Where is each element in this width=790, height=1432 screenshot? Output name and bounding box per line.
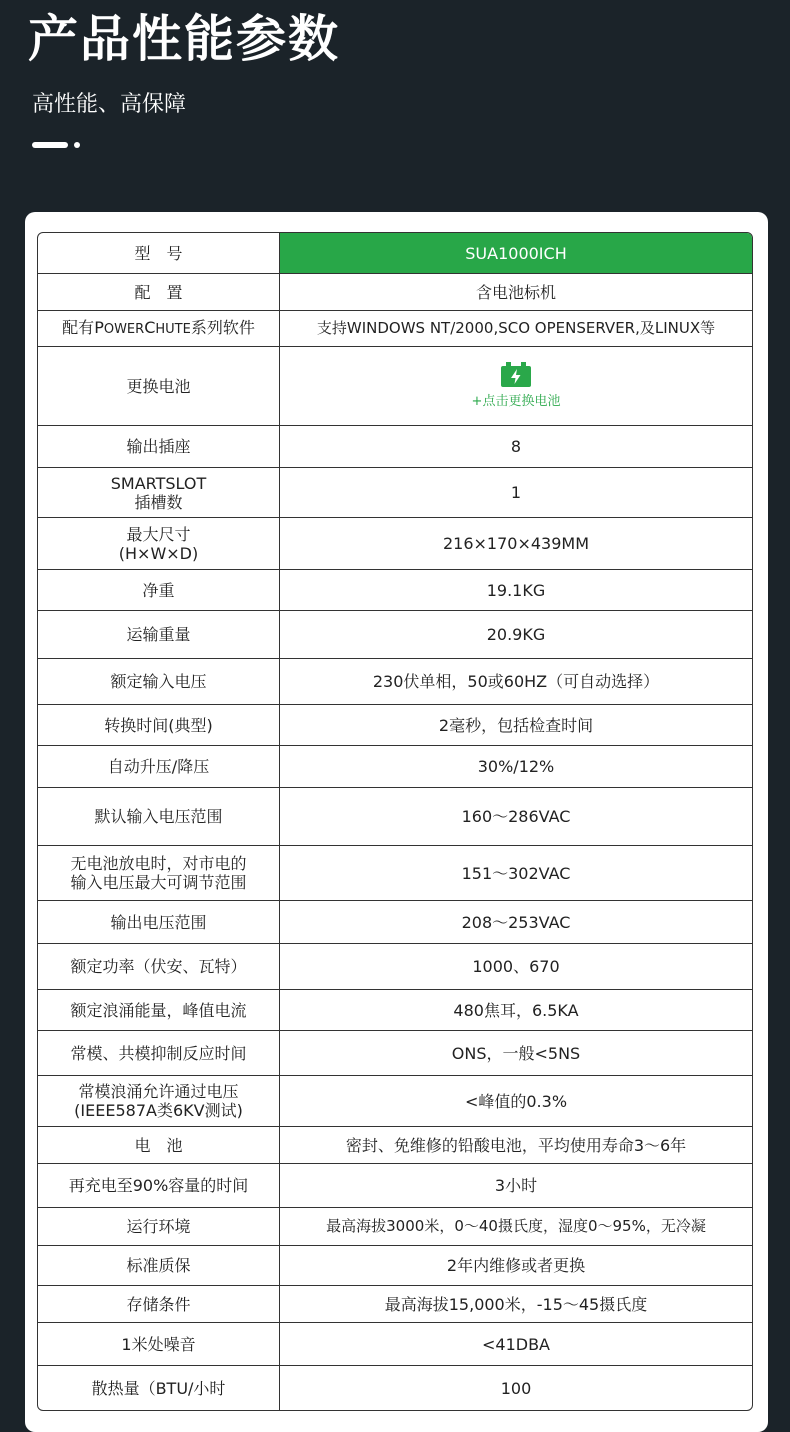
label-line: 输入电压最大可调节范围 (70, 873, 247, 892)
row-label: 默认输入电压范围 (38, 788, 280, 846)
table-row (38, 788, 752, 846)
table-row (38, 426, 752, 468)
table-row (38, 274, 752, 311)
table-row (38, 746, 752, 788)
row-label: 额定浪涌能量，峰值电流 (38, 990, 280, 1031)
label-line: 插槽数 (134, 492, 183, 512)
table-row (38, 468, 752, 518)
decorative-line (32, 142, 68, 148)
row-value: 30%/12% (280, 746, 752, 788)
row-value: 208～253VAC (280, 901, 752, 944)
row-value: 1000、670 (280, 944, 752, 990)
row-value: ONS，一般<5NS (280, 1031, 752, 1076)
table-row (38, 1208, 752, 1246)
row-value: 2毫秒，包括检查时间 (280, 705, 752, 746)
table-row (38, 659, 752, 705)
row-value: 1 (280, 468, 752, 518)
row-value: 8 (280, 426, 752, 468)
row-value: 216×170×439MM (280, 518, 752, 570)
row-label: 运行环境 (38, 1208, 280, 1246)
label-hute: HUTE (155, 322, 191, 337)
row-value: 160～286VAC (280, 788, 752, 846)
row-value: 最高海拔3000米，0～40摄氏度，湿度0～95%，无冷凝 (280, 1208, 752, 1246)
label-line: (H×W×D) (118, 543, 199, 563)
table-row (38, 1127, 752, 1164)
table-row (38, 1286, 752, 1323)
replace-battery-link[interactable] (280, 347, 752, 426)
model-value: SUA1000ICH (280, 233, 752, 274)
row-label: 存储条件 (38, 1286, 280, 1323)
row-label: 散热量（BTU/小时 (38, 1366, 280, 1410)
row-label: 更换电池 (38, 347, 280, 426)
spec-card (25, 212, 768, 1432)
row-label: 标准质保 (38, 1246, 280, 1286)
table-row (38, 233, 752, 274)
row-label: 输出插座 (38, 426, 280, 468)
row-value: 支持WINDOWS NT/2000,SCO OPENSERVER,及LINUX等 (280, 311, 752, 347)
battery-icon (500, 362, 532, 388)
row-label: 转换时间(典型) (38, 705, 280, 746)
row-value: <峰值的0.3% (280, 1076, 752, 1127)
page-title: 产品性能参数 (28, 10, 340, 68)
table-row (38, 1246, 752, 1286)
label-c: C (144, 318, 156, 337)
replace-battery-label: +点击更换电池 (471, 393, 561, 409)
row-label: 净重 (38, 570, 280, 611)
row-label: 配 置 (38, 274, 280, 311)
label-line: 最大尺寸 (126, 524, 191, 544)
table-row (38, 347, 752, 426)
label-prefix: 配有 (62, 318, 95, 337)
row-label (38, 518, 280, 570)
row-label: 1米处噪音 (38, 1323, 280, 1366)
row-label: 运输重量 (38, 611, 280, 659)
table-row (38, 705, 752, 746)
page-subtitle: 高性能、高保障 (32, 92, 187, 117)
row-label: 再充电至90%容量的时间 (38, 1164, 280, 1208)
row-label: 电 池 (38, 1127, 280, 1164)
row-value: 19.1KG (280, 570, 752, 611)
row-value: 100 (500, 1378, 532, 1398)
label-line: 无电池放电时，对市电的 (70, 854, 247, 873)
label-line: (IEEE587A类6KV测试) (74, 1101, 243, 1120)
label-line: SMARTSLOT (110, 473, 207, 493)
row-value: 3小时 (280, 1164, 752, 1208)
spec-table (37, 232, 753, 1411)
table-row (38, 1076, 752, 1127)
row-value: 2年内维修或者更换 (280, 1246, 752, 1286)
row-label (38, 846, 280, 901)
row-label (38, 1076, 280, 1127)
table-row (38, 1164, 752, 1208)
label-suffix: 系列软件 (190, 318, 255, 337)
table-row (38, 1031, 752, 1076)
table-row (38, 901, 752, 944)
table-row (38, 611, 752, 659)
row-label: 输出电压范围 (38, 901, 280, 944)
label-p: P (94, 318, 104, 337)
row-label: 额定输入电压 (38, 659, 280, 705)
label-line: 常模浪涌允许通过电压 (78, 1082, 239, 1101)
row-value: 480焦耳，6.5KA (280, 990, 752, 1031)
row-label (38, 311, 280, 347)
row-value: 20.9KG (280, 611, 752, 659)
row-label: 额定功率（伏安、瓦特） (38, 944, 280, 990)
decorative-dot (74, 142, 80, 148)
table-row (38, 990, 752, 1031)
label-ower: OWER (103, 322, 145, 337)
row-label: 自动升压/降压 (38, 746, 280, 788)
table-row (38, 570, 752, 611)
table-row (38, 944, 752, 990)
row-value: <41DBA (280, 1323, 752, 1366)
table-row (38, 1323, 752, 1366)
row-label (38, 468, 280, 518)
table-row (38, 311, 752, 347)
row-value: 151～302VAC (280, 846, 752, 901)
row-value: 最高海拔15,000米，-15～45摄氏度 (280, 1286, 752, 1323)
row-value: 密封、免维修的铅酸电池，平均使用寿命3～6年 (280, 1127, 752, 1164)
row-value: 含电池标机 (280, 274, 752, 311)
row-label: 型 号 (38, 233, 280, 274)
row-label: 常模、共模抑制反应时间 (38, 1031, 280, 1076)
table-row (38, 1366, 752, 1410)
table-row (38, 846, 752, 901)
row-value: 230伏单相，50或60HZ（可自动选择） (280, 659, 752, 705)
table-row (38, 518, 752, 570)
